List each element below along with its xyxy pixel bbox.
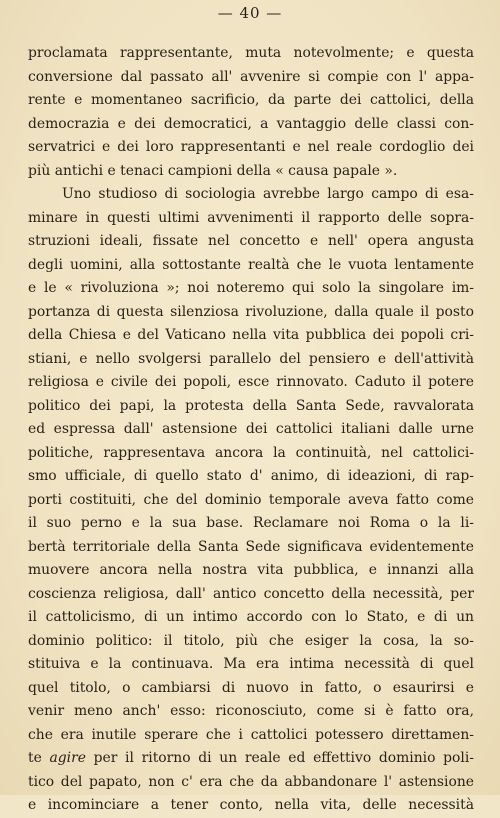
text-line: struzioni ideali, fissate nel concetto e nell' opera angusta bbox=[28, 233, 474, 249]
text-line: tico del papato, non c' era che da abbandonare l' astensione bbox=[28, 773, 474, 790]
text-line: politico dei papi, la protesta della Santa Sede, ravvalorata bbox=[28, 397, 474, 414]
text-line: stituiva e la continuava. Ma era intima necessità di quel bbox=[28, 656, 474, 672]
italic-word: agire bbox=[49, 750, 86, 766]
text-line: porti costituiti, che del dominio temporale aveva fatto come bbox=[28, 491, 474, 508]
text-line: ed espressa dall' astensione dei cattolici italiani dalle urne bbox=[28, 421, 474, 437]
text-line: muovere ancora nella nostra vita pubblica, e innanzi alla bbox=[28, 562, 474, 578]
text-line: politiche, rappresentava ancora la continuità, nel cattolici- bbox=[28, 444, 474, 461]
text-line: venir meno anch' esso: riconosciuto, come si è fatto ora, bbox=[28, 703, 474, 719]
text-line: rente e momentaneo sacrificio, da parte dei cattolici, della bbox=[28, 92, 474, 108]
text-line: il cattolicismo, di un intimo accordo con lo Stato, e di un bbox=[28, 609, 474, 625]
page-text bbox=[28, 42, 474, 818]
text-line: della Chiesa e del Vaticano nella vita pubblica dei popoli cri- bbox=[28, 327, 474, 343]
text-line: servatrici e dei loro rappresentanti e nel reale cordoglio dei bbox=[28, 139, 474, 155]
text-line-mixed bbox=[28, 747, 474, 771]
text-line: dominio politico: il titolo, più che esiger la cosa, la so- bbox=[28, 632, 474, 649]
text-line: religiosa e civile dei popoli, esce rinnovato. Caduto il potere bbox=[28, 374, 474, 390]
text-line: smo ufficiale, di quello stato d' animo, di ideazioni, di rap- bbox=[28, 468, 474, 484]
text-line: coscienza religiosa, dall' antico concetto della necessità, per bbox=[28, 585, 474, 602]
text-line: quel titolo, o cambiarsi di nuovo in fatto, o esaurirsi e bbox=[28, 679, 474, 696]
text-line: degli uomini, alla sottostante realtà che le vuota lentamente bbox=[28, 256, 474, 273]
text-line: democrazia e dei democratici, a vantaggio delle classi con- bbox=[28, 115, 474, 132]
text-line: proclamata rappresentante, muta notevolmente; e questa bbox=[28, 45, 474, 61]
text-line: e le « rivoluziona »; noi noteremo qui solo la singolare im- bbox=[28, 280, 474, 296]
text-line: che era inutile sperare che i cattolici potessero direttamen- bbox=[28, 726, 474, 743]
text-line: bertà territoriale della Santa Sede significava evidentemente bbox=[28, 538, 474, 555]
text-line: e incominciare a tener conto, nella vita, delle necessità bbox=[28, 797, 474, 813]
page-number: — 40 — bbox=[217, 4, 283, 22]
text-line: il suo perno e la sua base. Reclamare noi Roma o la li- bbox=[28, 515, 474, 531]
text-line: conversione dal passato all' avvenire si compie con l' appa- bbox=[28, 68, 474, 85]
text-line: minare in questi ultimi avvenimenti il rapporto delle sopra- bbox=[28, 209, 474, 226]
text-line: Uno studioso di sociologia avrebbe largo campo di esa- bbox=[62, 186, 474, 202]
text-line: più antichi e tenaci campioni della « causa papale ». bbox=[28, 162, 398, 179]
text-line: portanza di questa silenziosa rivoluzione, dalla quale il posto bbox=[28, 303, 474, 320]
line-prefix: te bbox=[28, 750, 42, 766]
line-rest: per il ritorno di un reale ed effettivo dominio poli- bbox=[93, 750, 474, 766]
text-line: stiani, e nello svolgersi parallelo del pensiero e dell'attività bbox=[28, 350, 474, 367]
